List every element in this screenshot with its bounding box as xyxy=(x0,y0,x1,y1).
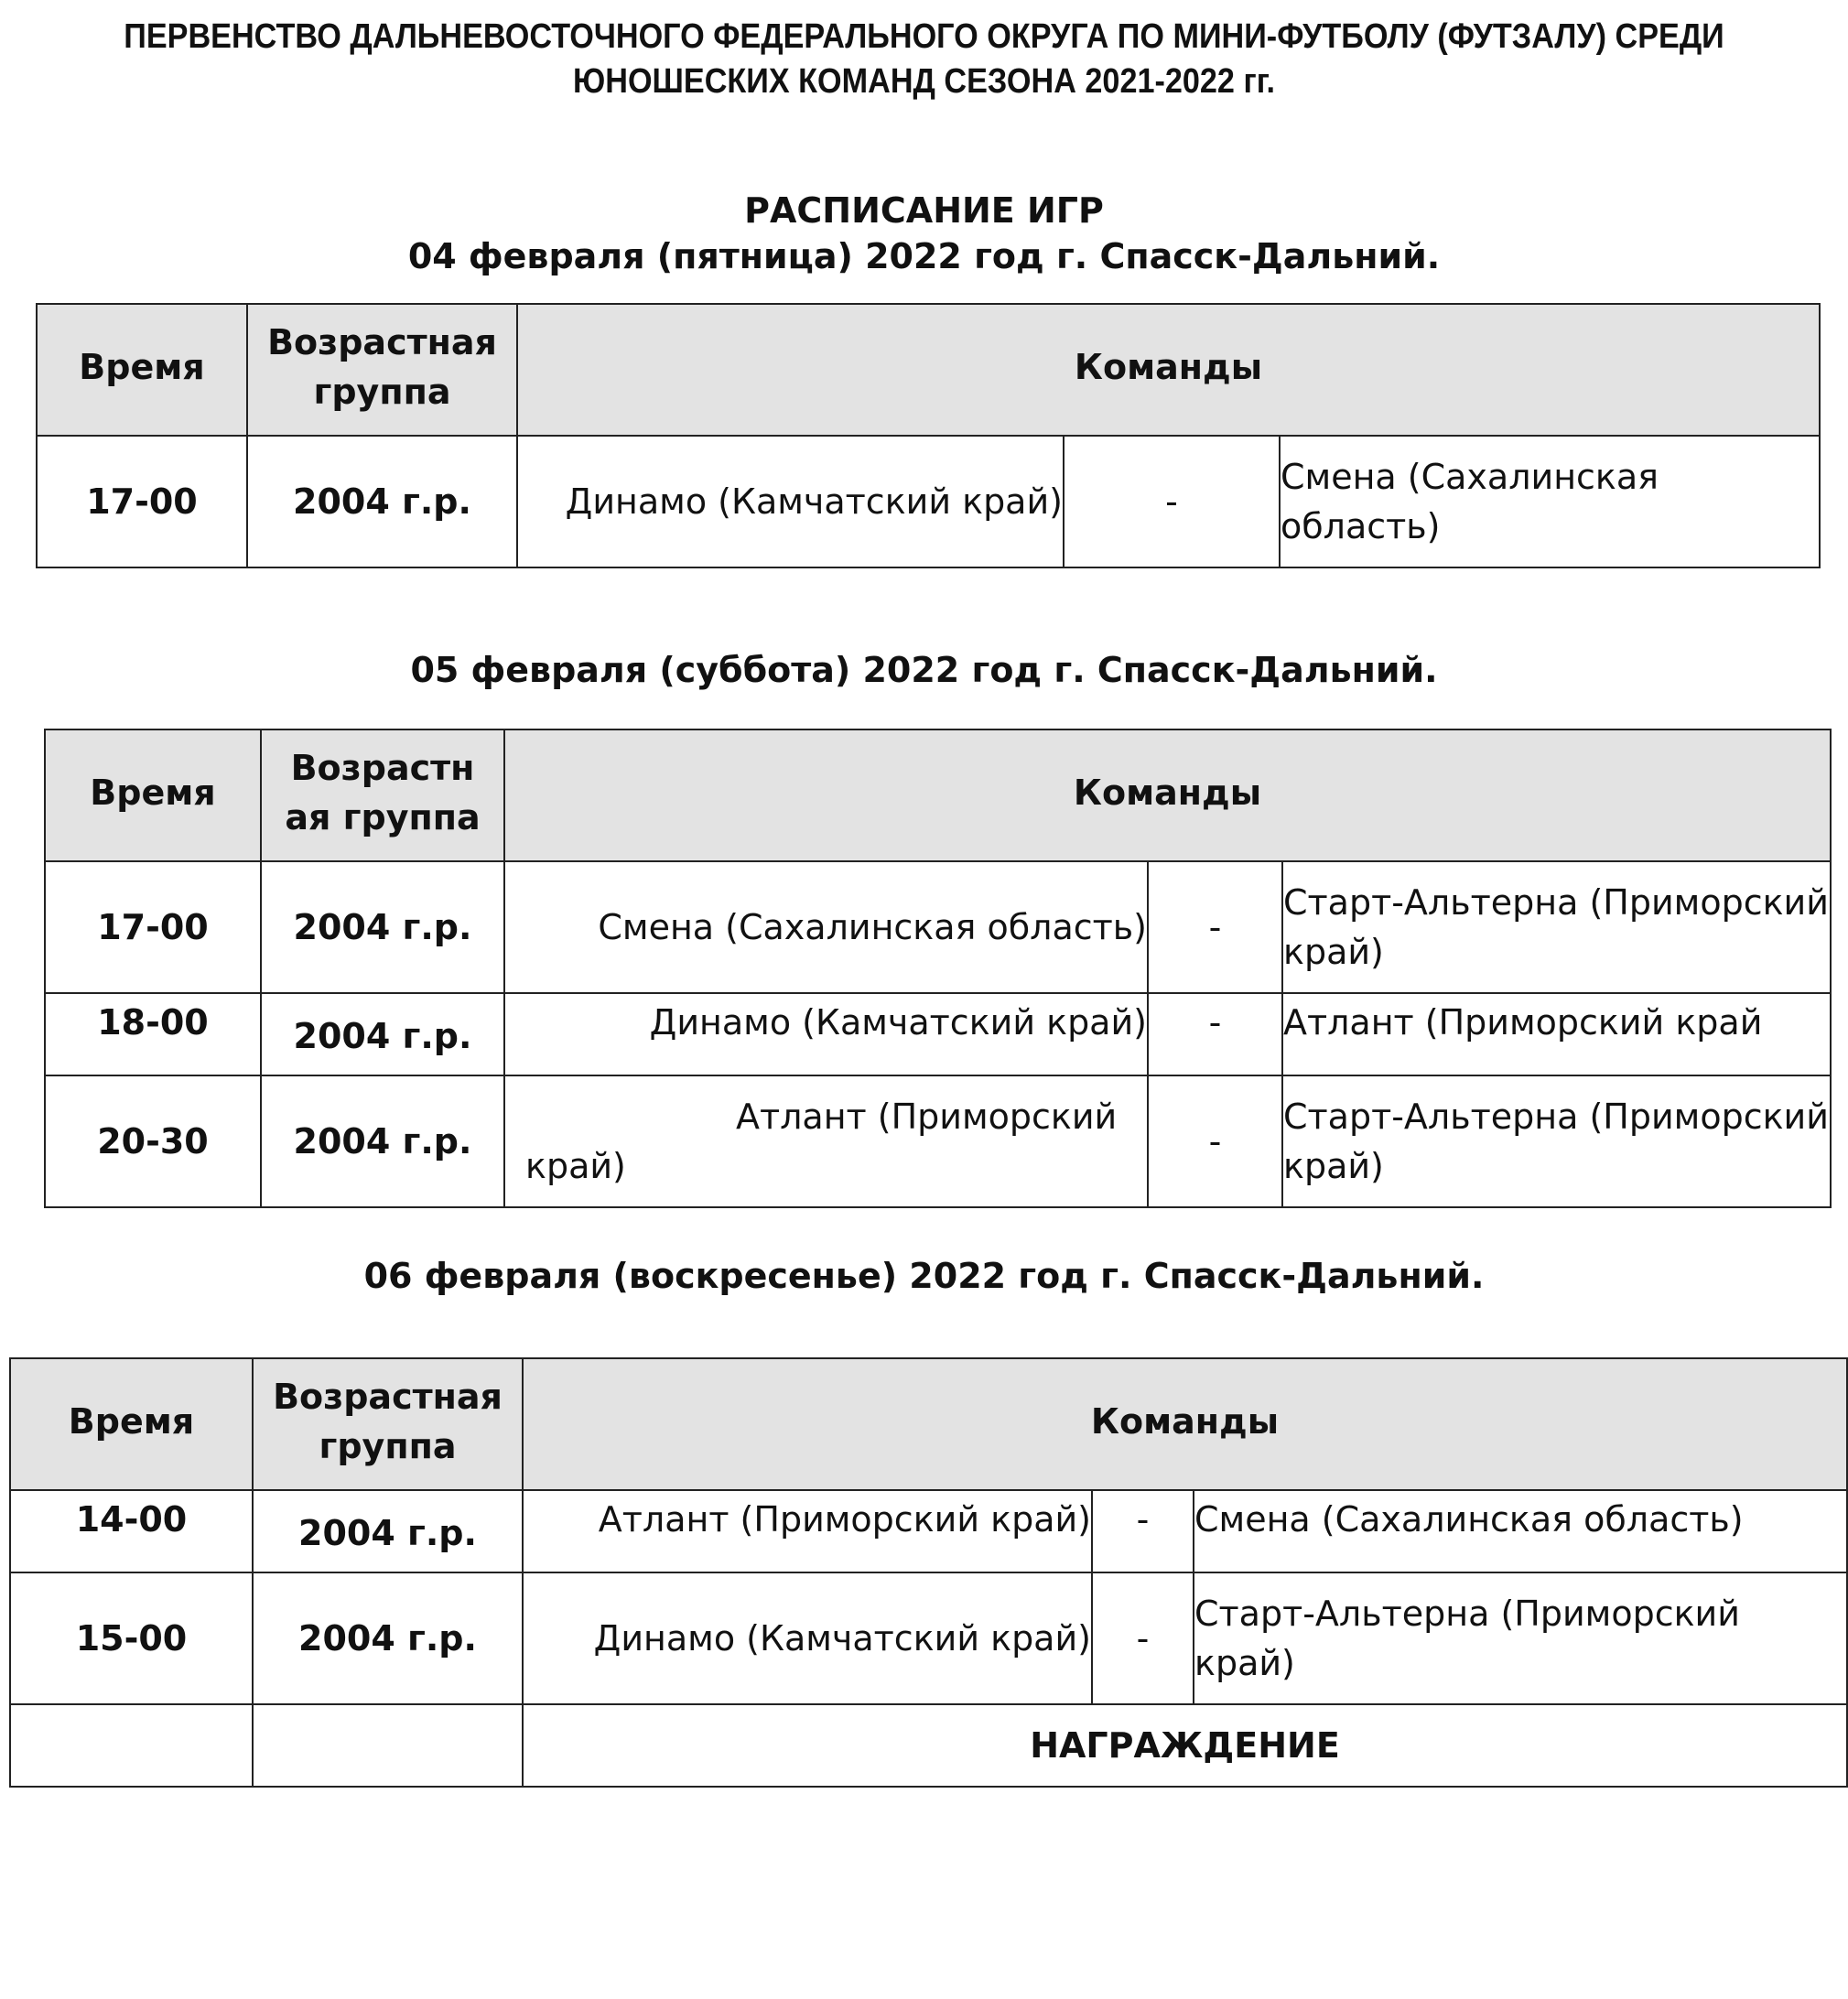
game-age-group: 2004 г.р. xyxy=(261,861,504,993)
day-2-schedule-table xyxy=(44,729,1832,1208)
document-title-line-1: ПЕРВЕНСТВО ДАЛЬНЕВОСТОЧНОГО ФЕДЕРАЛЬНОГО ОКРУГА ПО МИНИ-ФУТБОЛУ (ФУТЗАЛУ) СРЕДИ xyxy=(124,17,1724,56)
table-header-row xyxy=(10,1358,1847,1490)
schedule-title: РАСПИСАНИЕ ИГР xyxy=(744,190,1104,231)
document-title-line-2: ЮНОШЕСКИХ КОМАНД СЕЗОНА 2021-2022 гг. xyxy=(572,62,1276,101)
game-age-group: 2004 г.р. xyxy=(253,1572,523,1704)
game-time: 17-00 xyxy=(45,861,261,993)
day-1-schedule-table xyxy=(36,303,1821,568)
match-dash: - xyxy=(1064,436,1280,567)
game-age-group: 2004 г.р. xyxy=(253,1490,523,1572)
day-1-title: 04 февраля (пятница) 2022 год г. Спасск-Дальний. xyxy=(407,236,1441,276)
table-row xyxy=(45,993,1831,1075)
away-team: Смена (Сахалинская область) xyxy=(1194,1490,1847,1572)
game-time: 20-30 xyxy=(45,1075,261,1207)
empty-cell xyxy=(10,1704,253,1787)
header-time: Время xyxy=(37,304,247,436)
home-team: Динамо (Камчатский край) xyxy=(523,1572,1092,1704)
away-team: Старт-Альтерна (Приморский край) xyxy=(1194,1572,1847,1704)
game-time: 14-00 xyxy=(10,1490,253,1572)
home-team: Атлант (Приморский край) xyxy=(504,1075,1148,1207)
match-dash: - xyxy=(1148,1075,1282,1207)
game-time: 15-00 xyxy=(10,1572,253,1704)
table-row xyxy=(10,1490,1847,1572)
day-3-title: 06 февраля (воскресенье) 2022 год г. Спасск-Дальний. xyxy=(363,1256,1485,1296)
match-dash: - xyxy=(1092,1572,1194,1704)
table-row xyxy=(10,1704,1847,1787)
table-row xyxy=(37,436,1820,567)
document-title xyxy=(92,15,1756,104)
empty-cell xyxy=(253,1704,523,1787)
match-dash: - xyxy=(1092,1490,1194,1572)
home-team: Атлант (Приморский край) xyxy=(523,1490,1092,1572)
away-team: Старт-Альтерна (Приморский край) xyxy=(1282,861,1831,993)
away-team: Старт-Альтерна (Приморский край) xyxy=(1282,1075,1831,1207)
away-team: Атлант (Приморский край xyxy=(1282,993,1831,1075)
day-3-schedule-table xyxy=(9,1357,1848,1788)
match-dash: - xyxy=(1148,861,1282,993)
table-row xyxy=(45,1075,1831,1207)
game-time: 18-00 xyxy=(45,993,261,1075)
table-header-row xyxy=(45,729,1831,861)
header-time: Время xyxy=(45,729,261,861)
away-team: Смена (Сахалинская область) xyxy=(1280,436,1820,567)
table-header-row xyxy=(37,304,1820,436)
home-team: Динамо (Камчатский край) xyxy=(504,993,1148,1075)
game-age-group: 2004 г.р. xyxy=(261,993,504,1075)
header-teams: Команды xyxy=(523,1358,1847,1490)
header-age-group: Возрастн ая группа xyxy=(261,729,504,861)
game-time: 17-00 xyxy=(37,436,247,567)
header-age-group: Возрастная группа xyxy=(247,304,517,436)
day-2-title: 05 февраля (суббота) 2022 год г. Спасск-Дальний. xyxy=(410,650,1438,690)
home-team: Динамо (Камчатский край) xyxy=(517,436,1064,567)
game-age-group: 2004 г.р. xyxy=(261,1075,504,1207)
header-teams: Команды xyxy=(504,729,1831,861)
table-row xyxy=(10,1572,1847,1704)
table-row xyxy=(45,861,1831,993)
header-time: Время xyxy=(10,1358,253,1490)
game-age-group: 2004 г.р. xyxy=(247,436,517,567)
award-ceremony: НАГРАЖДЕНИЕ xyxy=(523,1704,1847,1787)
header-teams: Команды xyxy=(517,304,1820,436)
header-age-group: Возрастная группа xyxy=(253,1358,523,1490)
home-team: Смена (Сахалинская область) xyxy=(504,861,1148,993)
match-dash: - xyxy=(1148,993,1282,1075)
